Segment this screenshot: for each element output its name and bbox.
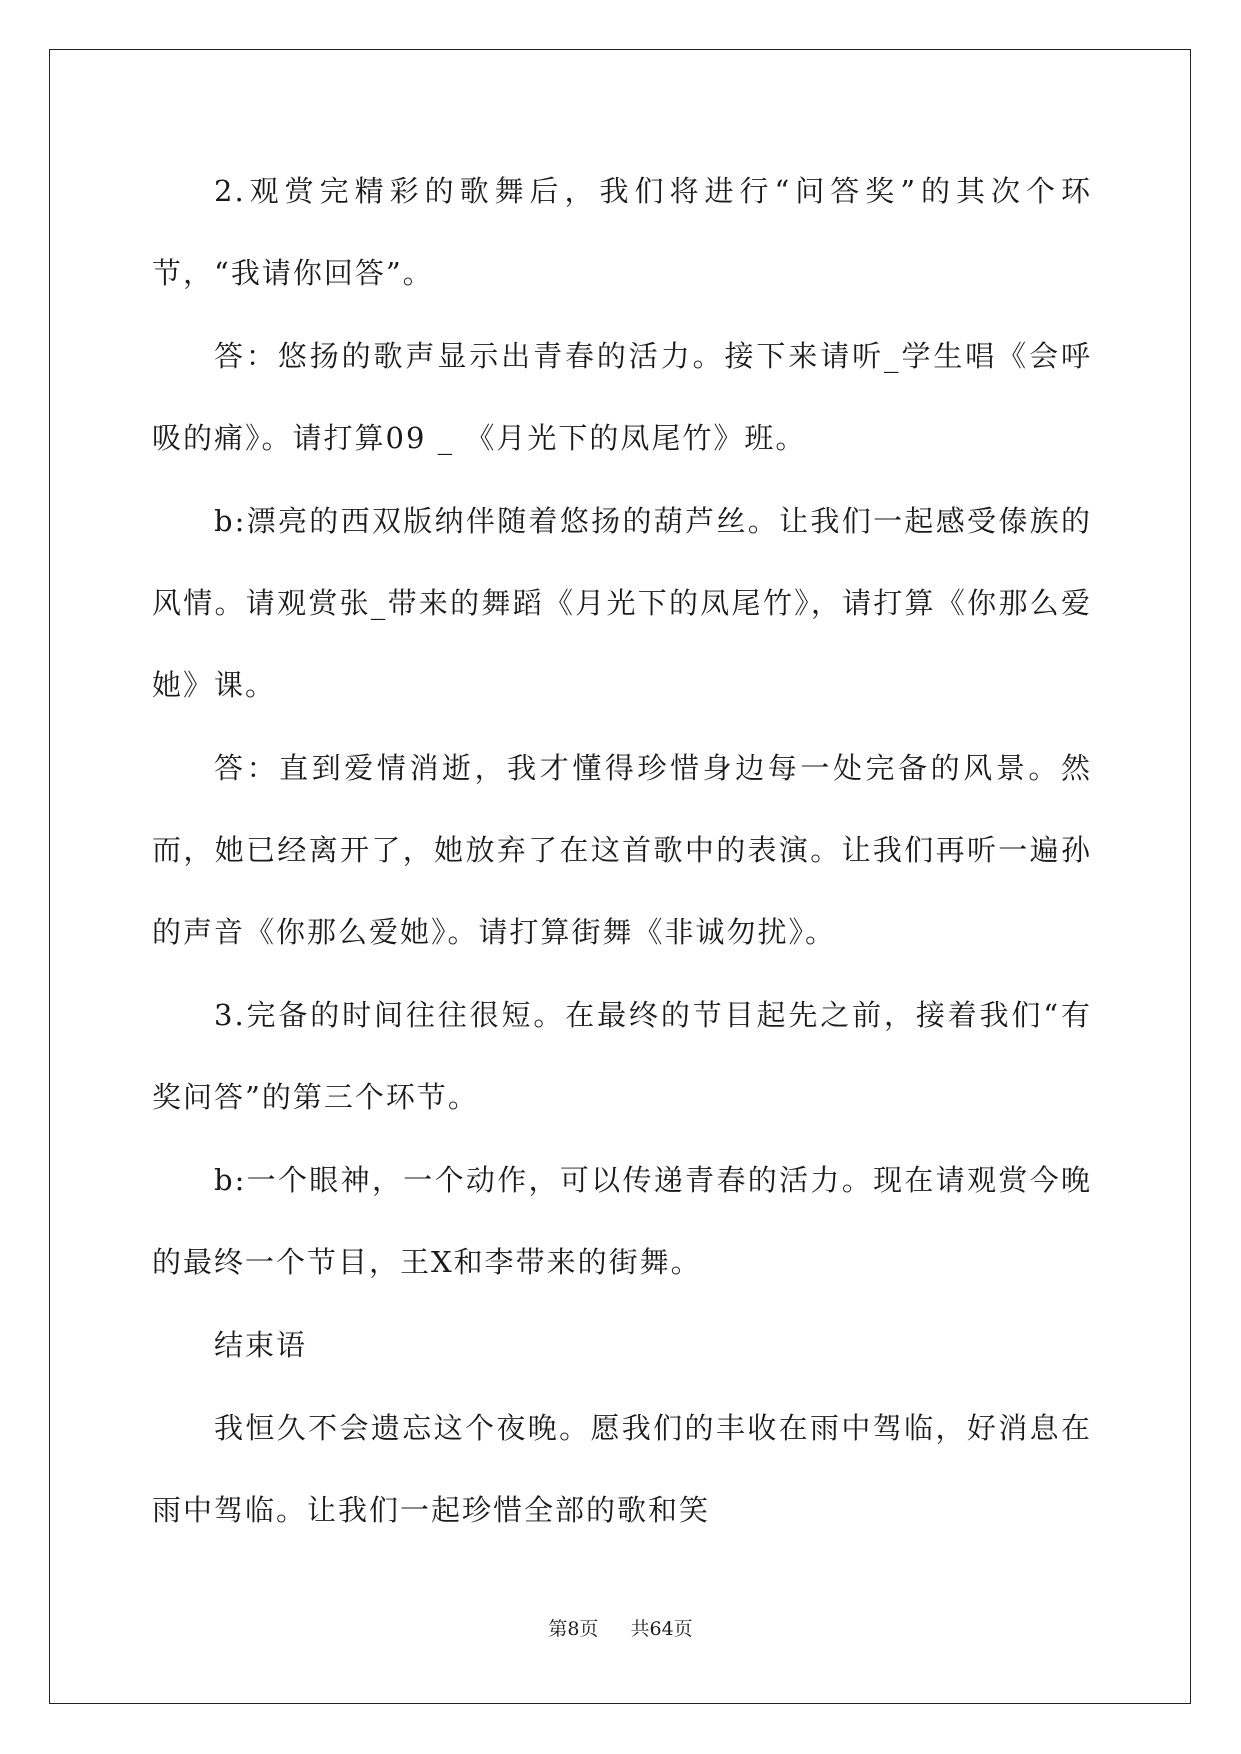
paragraph-6: b:一个眼神，一个动作，可以传递青春的活力。现在请观赏今晚的最终一个节目，王X和李带来的街舞。 — [152, 1163, 1092, 1279]
page-number: 第8页 — [548, 1618, 599, 1640]
document-body — [152, 150, 1092, 1552]
paragraph-4: 答：直到爱情消逝，我才懂得珍惜身边每一处完备的风景。然而，她已经离开了，她放弃了在这首歌中的表演。让我们再听一遍孙的声音《你那么爱她》。请打算街舞《非诚勿扰》。 — [152, 751, 1092, 949]
page-footer — [0, 1614, 1241, 1641]
paragraph-5: 3.完备的时间往往很短。在最终的节目起先之前，接着我们“有奖问答”的第三个环节。 — [152, 998, 1092, 1114]
page-total: 共64页 — [630, 1618, 693, 1640]
paragraph-3: b:漂亮的西双版纳伴随着悠扬的葫芦丝。让我们一起感受傣族的风情。请观赏张_带来的舞蹈《月光下的凤尾竹》，请打算《你那么爱她》课。 — [152, 504, 1092, 702]
paragraph-7: 我恒久不会遗忘这个夜晚。愿我们的丰收在雨中驾临，好消息在雨中驾临。让我们一起珍惜全部的歌和笑 — [152, 1411, 1092, 1527]
paragraph-1: 2.观赏完精彩的歌舞后，我们将进行“问答奖”的其次个环节，“我请你回答”。 — [152, 174, 1092, 290]
paragraph-2: 答：悠扬的歌声显示出青春的活力。接下来请听_学生唱《会呼吸的痛》。请打算09 _ 《月光下的凤尾竹》班。 — [152, 339, 1092, 455]
section-heading-closing: 结束语 — [214, 1328, 308, 1362]
